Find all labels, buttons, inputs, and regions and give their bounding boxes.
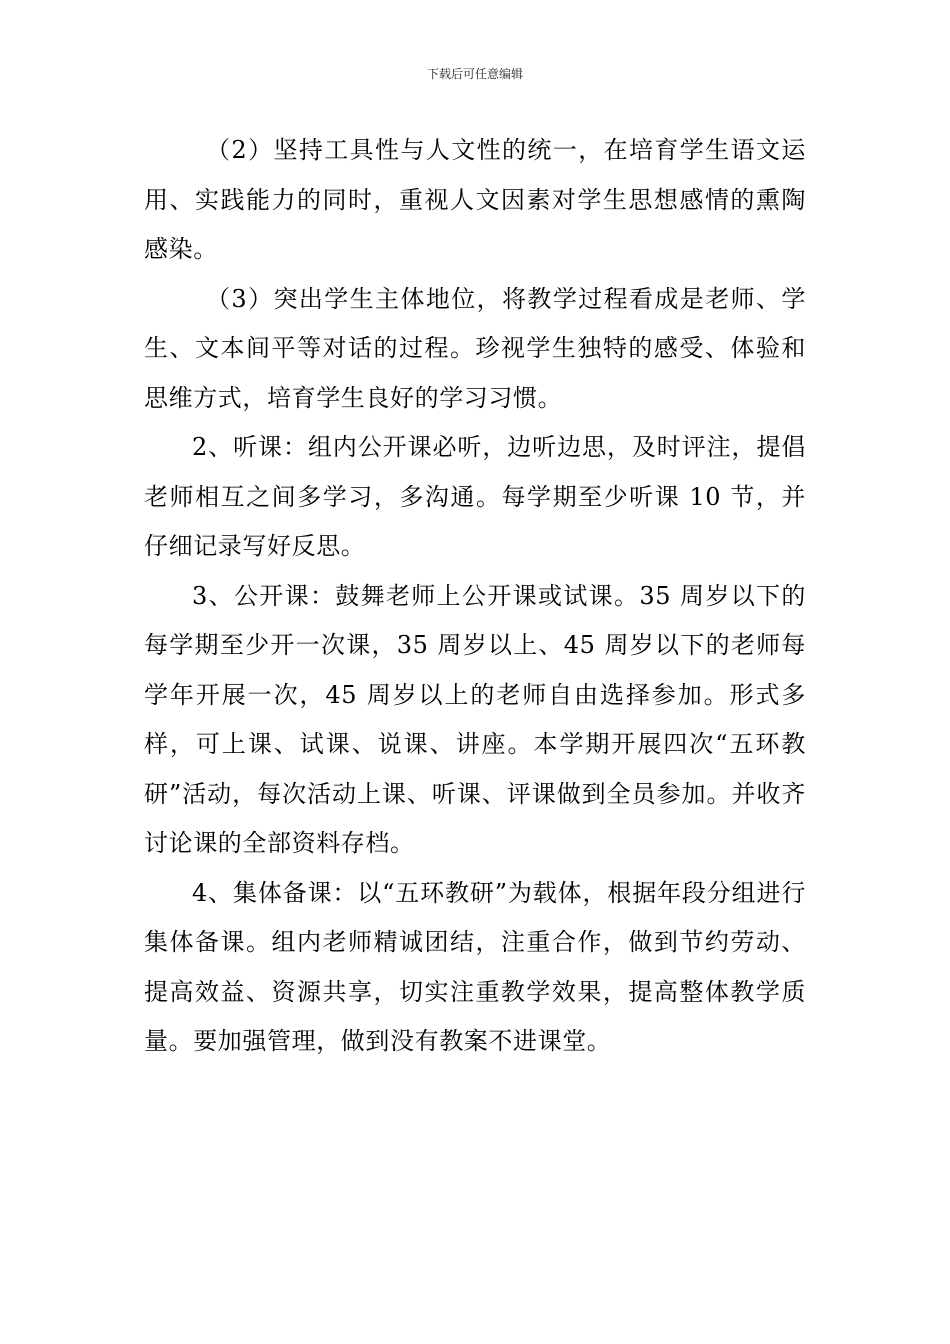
- paragraph-lesson-observation: 2、听课：组内公开课必听，边听边思，及时评注，提倡老师相互之间多学习，多沟通。每学期至少听课 10 节，并仔细记录写好反思。: [144, 433, 806, 560]
- page-header: 下载后可任意编辑: [426, 67, 523, 81]
- paragraph-open-class: 3、公开课：鼓舞老师上公开课或试课。35 周岁以下的每学期至少开一次课，35 周岁以上、45 周岁以下的老师每学年开展一次，45 周岁以上的老师自由选择参加。形式多样，可上课、试课、说课、讲座。本学期开展四次“五环教研”活动，每次活动上课、听课、评课做到全员参加。并收齐讨论课的全部资料存档。: [144, 581, 806, 857]
- paragraph-collective-prep: 4、集体备课：以“五环教研”为载体，根据年段分组进行集体备课。组内老师精诚团结，注重合作，做到节约劳动、提高效益、资源共享，切实注重教学效果，提高整体教学质量。要加强管理，做到没有教案不进课堂。: [144, 878, 806, 1055]
- document-body: [144, 126, 806, 1067]
- paragraph-principle-2: （2）坚持工具性与人文性的统一，在培育学生语文运用、实践能力的同时，重视人文因素对学生思想感情的熏陶感染。: [144, 136, 806, 263]
- paragraph-principle-3: （3）突出学生主体地位，将教学过程看成是老师、学生、文本间平等对话的过程。珍视学生独特的感受、体验和思维方式，培育学生良好的学习习惯。: [144, 284, 806, 412]
